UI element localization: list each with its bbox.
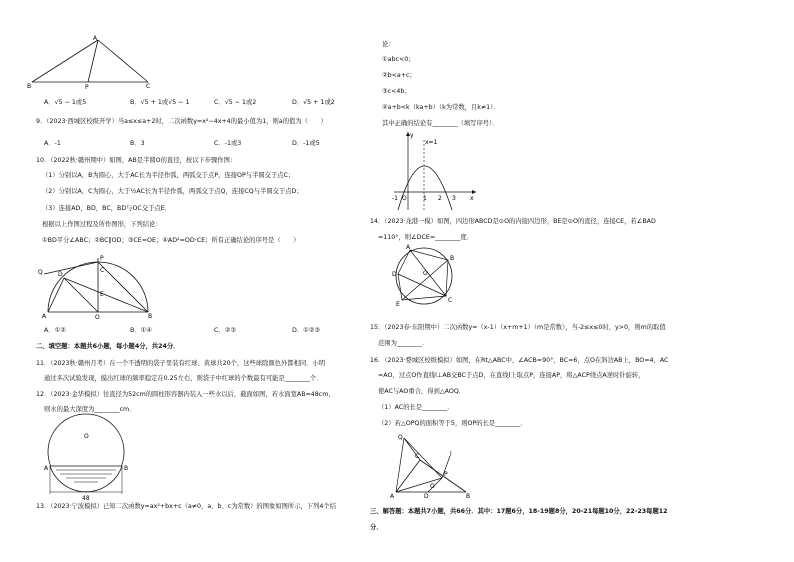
label-C: C [146,83,151,90]
q14-label-E: E [396,301,400,308]
q14-label-A: A [406,244,411,251]
triangle-figure [27,35,170,91]
graph-y-label: y [410,132,414,139]
choice-c[interactable]: C．√5 − 1或2 [214,99,257,106]
parabola-graph [394,132,478,212]
q9-choice-d[interactable]: D．-1或5 [292,140,320,147]
q16-label-l: l [450,451,452,458]
q14-label-B: B [450,255,455,262]
graph-axis-label: x=1 [425,139,438,146]
q16-label-Q: Q [398,434,403,441]
r-line1: 论： [382,41,395,48]
r-line5: ④a+b<k（ka+b）（k为常数，且k≠1）． [382,104,500,111]
label-C2: C [100,267,105,274]
circle-water-figure [38,414,138,504]
label-B2: B [148,313,153,320]
q15-line1: 15．（2023春·东阳期中）二次函数y=（x-1）（x+m+1）（m是常数），当-2≤x≤0时，y>0，则m的取值 [370,324,666,331]
q12-line2: 则水的最大深度为________cm． [44,406,136,413]
q16-label-A: A [390,493,395,500]
label-D: D [58,271,63,278]
q16-line5: （2）若△OPQ的面积等于5，则OP的长是________． [378,420,527,427]
q10-choice-d[interactable]: D．①②③ [292,327,321,334]
q11-line1: 11．（2023秋·赣州月考）在一个不透明的袋子里装有红球、黄球共20个，这些球除颜色外都相同．小明 [36,360,326,367]
label-B3: B [124,465,129,472]
label-O3: O [84,433,89,440]
section-2-heading: 二、填空题：本题共6小题，每小题4分，共24分． [36,343,180,350]
q16-label-P: P [444,471,448,478]
label-B: B [27,83,32,90]
r-line3: ②b<a+c； [382,72,416,79]
q16-label-O: O [430,483,435,490]
r-line4: ③c<4b； [382,88,411,95]
q16-line4: （1）AC的长是________． [378,404,454,411]
q10-choice-b[interactable]: B．①④ [130,327,152,334]
section-3-line1: 三、解答题：本题共7小题，共66分．其中：17题6分，18-19题8分，20-21每题10分，22-23每题12 [370,508,668,515]
section-3-line2: 分． [370,524,383,531]
graph-x-label: x [470,195,474,202]
q12-line1: 12．（2023·金华模拟）往直径为52cm的圆柱形容器内装入一些水以后，截面如图，若水面宽AB=48cm， [36,391,335,398]
q16-line1: 16．（2023·婺城区校级模拟）如图，在Rt△ABC中，∠ACB=90°，BC=6，点O在斜边AB上，BO=4，AC [370,357,669,364]
q9-choice-a[interactable]: A．-1 [44,140,61,147]
q16-label-C: C [415,453,420,460]
q14-label-O: O [423,270,428,277]
q14-line1: 14．（2023·龙港一模）如图，四边形ABCD是⊙O的内接四边形，BE是⊙O的直径，连接CE，若∠BAD [370,218,656,225]
q14-label-D: D [392,271,397,278]
q14-line2: =110°，则∠DCE=________度． [378,234,473,241]
label-E: E [100,291,104,298]
left-column [27,0,378,562]
q13-text: 13．（2023·宁波模拟）已知二次函数y=ax²+bx+c（a≠0，a、b、c为常数）的图象如图所示，下列4个结 [36,503,337,510]
q15-line2: 范围为________． [378,340,429,347]
graph-origin: O [402,195,407,202]
q16-line3: 使AC与AO重合，得到△AOQ． [378,388,466,395]
graph-tick-3: 3 [452,195,456,202]
q11-line2: 通过多次试验发现，摸出红球的频率稳定在0.25左右，则袋子中红球的个数最有可能是________个． [44,375,323,382]
label-O: O [95,314,100,321]
graph-tick-2: 2 [438,195,442,202]
graph-tick-m1: -1 [392,195,398,202]
r-line2: ①abc<0； [382,56,415,63]
q16-label-B: B [466,493,471,500]
q10-line6: ①BD平分∠ABC；②BC∥OD；③CE=OE；④AD²=OD·CE；所有正确结论的序号是（ ） [42,237,300,244]
semicircle-figure [40,252,170,320]
q14-label-C: C [448,297,453,304]
q16-line2: =AO，过点O作直线l⊥AB交BC于点D，在直线l上取点P，连接AP，将△ACP绕点A逆时针旋转， [378,372,645,379]
label-A: A [93,35,98,42]
label-A2: A [42,313,47,320]
right-column [370,0,770,562]
label-A3: A [44,465,49,472]
graph-tick-1: 1 [423,195,427,202]
q10-line5: 根据以上作图过程及所作图形，下列结论： [42,221,162,228]
q10-line1: 10．（2022秋·赣州期中）如图，AB是半圆O的直径，按以下步骤作图： [36,157,237,164]
q10-choice-a[interactable]: A．①② [44,327,66,334]
q10-line2: （1）分别以A，B为圆心，大于AC长为半径作弧，两弧交于点P，连接OP与半圆交于点C； [42,172,295,179]
choice-a[interactable]: A．√5 − 1或5 [44,99,87,106]
choice-b[interactable]: B．√5 + 1或√5 − 1 [130,99,190,106]
q10-line4: （3）连接AD，BD，BC，BD与OC交于点E． [42,205,171,212]
r-line6: 其中正确的结论有________（填写序号）． [382,120,499,127]
q9-text: 9．（2023·西城区校级开学）当a≤x≤a+2时，二次函数y=x²−4x+4的最小值为1，则a的值为（ ） [36,118,327,125]
label-P: P [85,84,89,91]
q10-choice-c[interactable]: C．②③ [214,327,236,334]
q9-choice-c[interactable]: C．-1或3 [214,140,242,147]
inscribed-quad-figure [390,244,460,310]
label-Q: Q [38,269,43,276]
label-P2: P [100,255,104,262]
label-48: 48 [82,495,90,502]
rotation-figure [390,434,476,498]
q16-label-D: D [424,493,429,500]
choice-d[interactable]: D．√5 + 1或2 [292,99,335,106]
q9-choice-b[interactable]: B．3 [130,140,145,147]
q10-line3: （2）分别以A，C为圆心，大于½AC长为半径作弧，两弧交于点Q，连接CQ与半圆交于点D； [42,188,303,195]
